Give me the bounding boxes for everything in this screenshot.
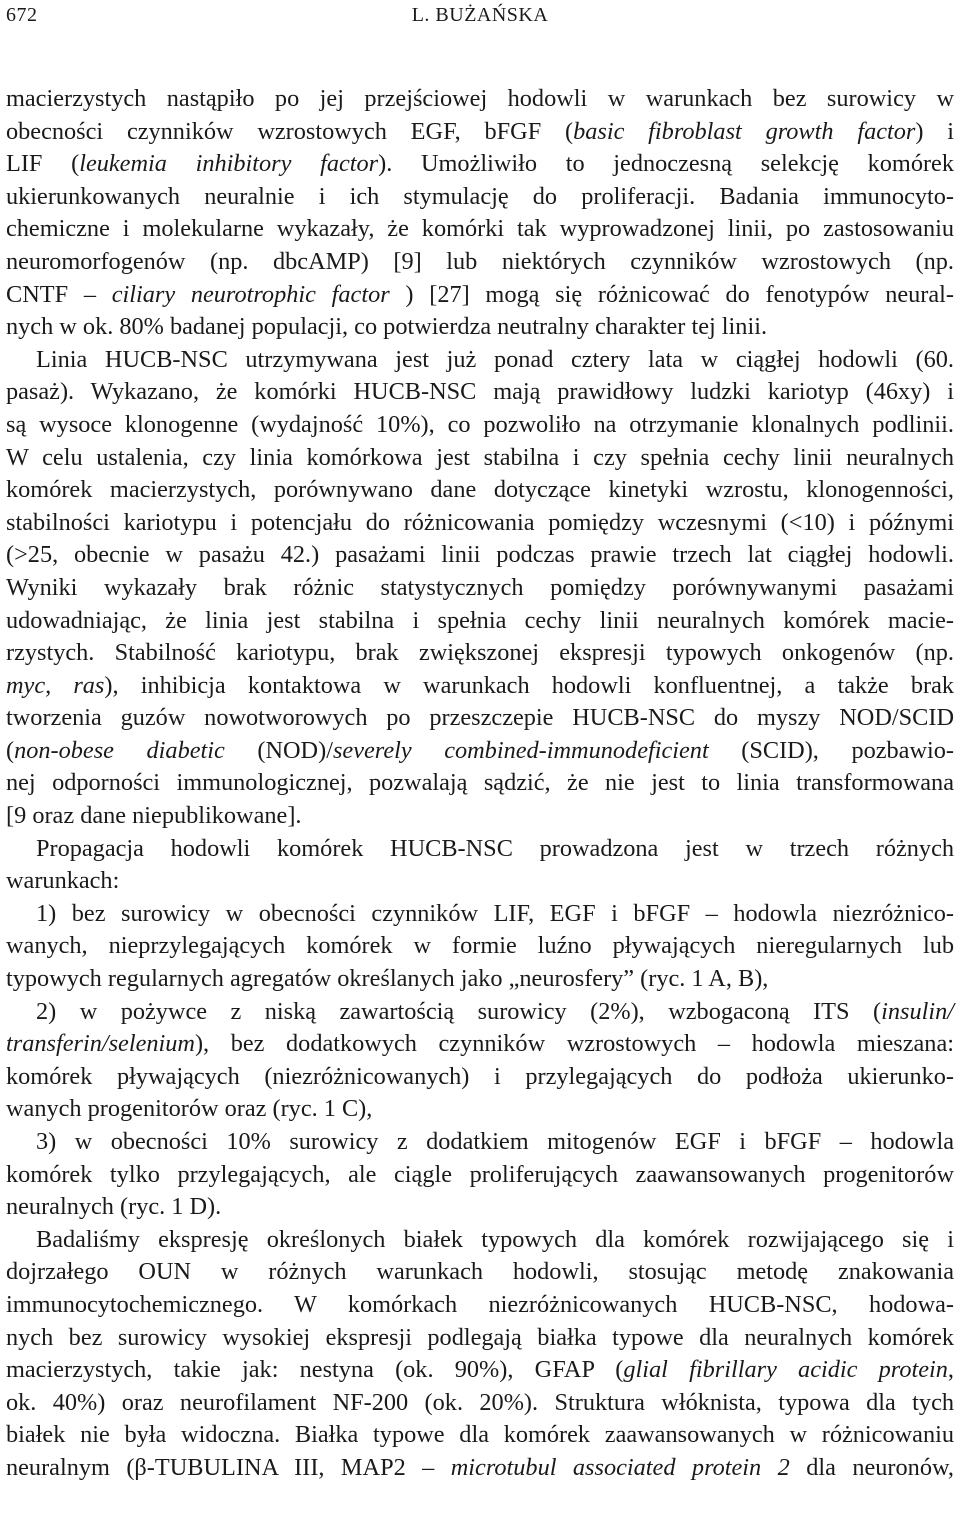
text-line: 3) w obecności 10% surowicy z dodatkiem mitogenów EGF i bFGF – hodowla: [36, 1128, 954, 1155]
text-segment: ,: [947, 1356, 954, 1384]
text-line: stabilności kariotypu i potencjału do różnicowania pomiędzy wczesnymi (<10) i późnymi: [6, 508, 954, 536]
text-line: Propagacja hodowli komórek HUCB-NSC prowadzona jest w trzech różnych: [36, 834, 954, 862]
text-line: macierzystych nastąpiło po jej przejściowej hodowli w warunkach bez surowicy w: [6, 85, 954, 112]
text-line: pasaż). Wykazano, że komórki HUCB-NSC mają prawidłowy ludzki kariotyp (46xy) i: [6, 378, 954, 406]
text-line: Wyniki wykazały brak różnic statystycznych pomiędzy porównywanymi pasażami: [6, 573, 954, 601]
text-line: komórek tylko przylegających, ale ciągle proliferujących zaawansowanych progenitorów: [6, 1160, 954, 1188]
italic-text: leukemia inhibitory factor: [79, 150, 379, 178]
text-line: [6, 1354, 954, 1387]
text-segment: ), bez dodatkowych czynników wzrostowych – hodowla mieszana:: [194, 1030, 954, 1058]
text-line: ok. 40%) oraz neurofilament NF-200 (ok. 20%). Struktura włóknista, typowa dla tych: [6, 1388, 954, 1416]
text-line: komórek macierzystych, porównywano dane dotyczące kinetyki wzrostu, klonogenności,: [6, 476, 954, 504]
text-line: warunkach:: [6, 867, 120, 895]
text-segment: ) i: [915, 117, 955, 145]
text-line: dojrzałego OUN w różnych warunkach hodowli, stosując metodę znakowania: [6, 1258, 954, 1286]
text-line: ukierunkowanych neuralnie i ich stymulację do proliferacji. Badania immunocyto-: [6, 182, 954, 210]
italic-text: non-obese diabetic: [14, 736, 225, 764]
text-line: (>25, obecnie w pasażu 42.) pasażami linii podczas prawie trzech lat ciągłej hodowli.: [6, 541, 954, 569]
text-line: neuralnych (ryc. 1 D).: [6, 1193, 222, 1221]
text-line: udowadniając, że linia jest stabilna i spełnia cechy linii neuralnych komórek macie-: [6, 606, 954, 634]
text-line: neuromorfogenów (np. dbcAMP) [9] lub niektórych czynników wzrostowych (np.: [6, 247, 954, 275]
italic-text: basic fibroblast growth factor: [573, 117, 916, 145]
text-line: wanych progenitorów oraz (ryc. 1 C),: [6, 1095, 373, 1123]
text-line: [6, 1028, 954, 1061]
text-line: nych bez surowicy wysokiej ekspresji podlegają białka typowe dla neuralnych komórek: [6, 1323, 954, 1351]
text-segment: (: [6, 736, 15, 764]
text-line: [6, 996, 954, 1029]
text-line: [6, 116, 954, 149]
text-line: immunocytochemicznego. W komórkach niezróżnicowanych HUCB-NSC, hodowa-: [6, 1290, 954, 1318]
text-line: nej odporności immunologicznej, pozwalają sądzić, że nie jest to linia transformowana: [6, 769, 954, 797]
text-line: [9 oraz dane niepublikowane].: [6, 802, 302, 830]
text-segment: (SCID), pozbawio-: [708, 736, 955, 764]
italic-text: transferin/selenium: [6, 1030, 195, 1058]
text-segment: (NOD)/: [224, 736, 333, 764]
italic-text: myc, ras: [6, 671, 105, 699]
page-number: 672: [6, 4, 38, 26]
body-text: [6, 83, 954, 1485]
text-line: typowych regularnych agregatów określanych jako „neurosfery” (ryc. 1 A, B),: [6, 965, 769, 993]
text-line: chemiczne i molekularne wykazały, że komórki tak wyprowadzonej linii, po zastosowaniu: [6, 215, 954, 243]
italic-text: insulin/: [881, 997, 954, 1025]
text-segment: LIF (: [6, 150, 80, 178]
text-segment: ) [27] mogą się różnicować do fenotypów neural-: [389, 280, 954, 308]
page-header: [6, 4, 954, 30]
text-line: tworzenia guzów nowotworowych po przeszczepie HUCB-NSC do myszy NOD/SCID: [6, 704, 954, 732]
text-line: 1) bez surowicy w obecności czynników LIF, EGF i bFGF – hodowla niezróżnico-: [36, 899, 954, 927]
text-line: W celu ustalenia, czy linia komórkowa jest stabilna i czy spełnia cechy linii neuralnych: [6, 443, 954, 471]
text-line: są wysoce klonogenne (wydajność 10%), co pozwoliło na otrzymanie klonalnych podlinii.: [6, 410, 954, 438]
text-segment: 2) w pożywce z niską zawartością surowicy (2%), wzbogaconą ITS (: [36, 997, 882, 1025]
italic-text: ciliary neurotrophic factor: [111, 280, 390, 308]
italic-text: severely combined-immunodeficient: [332, 736, 709, 764]
text-line: wanych, nieprzylegających komórek w formie luźno pływających nieregularnych lub: [6, 932, 954, 960]
text-line: [6, 1452, 954, 1485]
text-line: [6, 670, 954, 703]
text-segment: macierzystych, takie jak: nestyna (ok. 90%), GFAP (: [6, 1356, 624, 1384]
text-line: [6, 735, 954, 768]
text-line: Badaliśmy ekspresję określonych białek typowych dla komórek rozwijającego się i: [36, 1225, 954, 1253]
text-line: białek nie była widoczna. Białka typowe dla komórek zaawansowanych w różnicowaniu: [6, 1421, 954, 1449]
text-line: [6, 279, 954, 312]
text-line: komórek pływających (niezróżnicowanych) i przylegających do podłoża ukierunko-: [6, 1062, 954, 1090]
italic-text: microtubul associated protein 2: [450, 1453, 790, 1481]
text-segment: obecności czynników wzrostowych EGF, bFGF (: [6, 117, 574, 145]
text-segment: neuralnym (β-TUBULINA III, MAP2 –: [6, 1453, 451, 1481]
text-line: Linia HUCB-NSC utrzymywana jest już ponad cztery lata w ciągłej hodowli (60.: [36, 345, 954, 373]
text-line: nych w ok. 80% badanej populacji, co potwierdza neutralny charakter tej linii.: [6, 313, 768, 341]
italic-text: glial fibrillary acidic protein: [623, 1356, 948, 1384]
text-line: rzystych. Stabilność kariotypu, brak zwiększonej ekspresji typowych onkogenów (np.: [6, 639, 954, 667]
text-segment: dla neuronów,: [789, 1453, 955, 1481]
text-segment: CNTF –: [6, 280, 112, 308]
running-head: L. BUŻAŃSKA: [411, 4, 549, 26]
text-line: [6, 148, 954, 181]
text-segment: ), inhibicja kontaktowa w warunkach hodowli konfluentnej, a także brak: [104, 671, 954, 699]
text-segment: ). Umożliwiło to jednoczesną selekcję komórek: [378, 150, 954, 178]
